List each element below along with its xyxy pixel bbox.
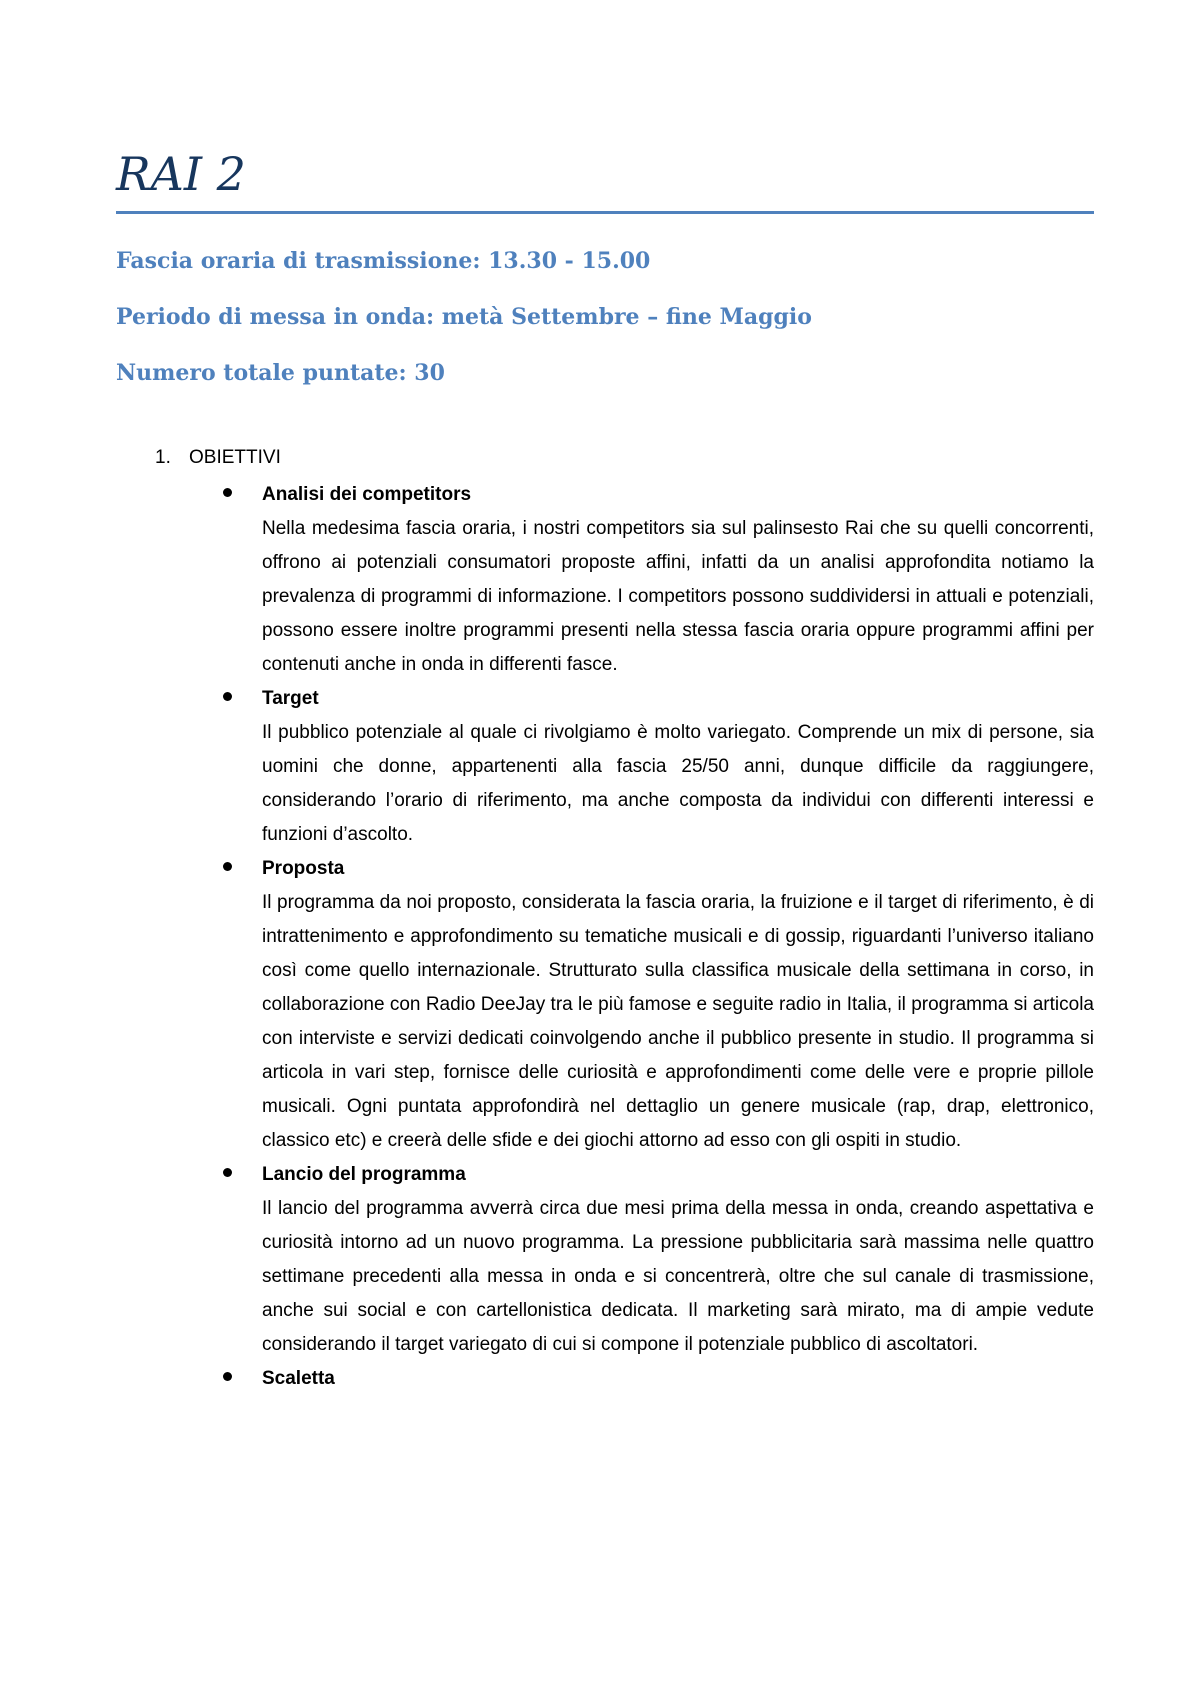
info-broadcast-period: Periodo di messa in onda: metà Settembre – fine Maggio xyxy=(116,304,812,330)
bullet-icon xyxy=(223,692,232,701)
bullet-icon xyxy=(223,488,232,497)
list-item xyxy=(262,1362,1094,1396)
title-underline xyxy=(116,211,1094,214)
document-title: RAI 2 xyxy=(116,147,246,201)
bullet-text: Il programma da noi proposto, considerata la fascia oraria, la fruizione e il target di riferimento, è di intrattenimento e approfondimento su tematiche musicali e di gossip, riguardanti l’universo italiano così come quello internazionale. Strutturato sulla classifica musicale della settimana in corso, in collaborazione con Radio DeeJay tra le più famose e seguite radio in Italia, il programma si articola con interviste e servizi dedicati coinvolgendo anche il pubblico presente in studio. Il programma si articola in vari step, fornisce delle curiosità e approfondimenti come delle vere e proprie pillole musicali. Ogni puntata approfondirà nel dettaglio un genere musicale (rap, drap, elettronico, classico etc) e creerà delle sfide e dei giochi attorno ad esso con gli ospiti in studio. xyxy=(262,892,1094,1151)
bullet-text: Il lancio del programma avverrà circa due mesi prima della messa in onda, creando aspettativa e curiosità intorno ad un nuovo programma. La pressione pubblicitaria sarà massima nelle quattro settimane precedenti alla messa in onda e si concentrerà, oltre che sul canale di trasmissione, anche sui social e con cartellonistica dedicata. Il marketing sarà mirato, ma di ampie vedute considerando il target variegato di cui si compone il potenziale pubblico di ascoltatori. xyxy=(262,1198,1094,1355)
bullet-icon xyxy=(223,862,232,871)
list-item xyxy=(262,1158,1094,1362)
bullet-title: Scaletta xyxy=(262,1368,335,1389)
section-heading xyxy=(155,444,281,472)
section-title: OBIETTIVI xyxy=(189,447,281,468)
section-number: 1. xyxy=(155,447,171,468)
bullet-title: Lancio del programma xyxy=(262,1164,466,1185)
list-item xyxy=(262,852,1094,1158)
bullet-icon xyxy=(223,1372,232,1381)
list-item xyxy=(262,478,1094,682)
info-time-slot: Fascia oraria di trasmissione: 13.30 - 15.00 xyxy=(116,248,651,274)
bullet-title: Target xyxy=(262,688,319,709)
bullet-icon xyxy=(223,1168,232,1177)
bullet-text: Nella medesima fascia oraria, i nostri competitors sia sul palinsesto Rai che su quelli concorrenti, offrono ai potenziali consumatori proposte affini, infatti da un analisi approfondita notiamo la prevalenza di programmi di informazione. I competitors possono suddividersi in attuali e potenziali, possono essere inoltre programmi presenti nella stessa fascia oraria oppure programmi affini per contenuti anche in onda in differenti fasce. xyxy=(262,518,1094,675)
objectives-list xyxy=(262,478,1094,1396)
bullet-title: Analisi dei competitors xyxy=(262,484,472,505)
info-total-episodes: Numero totale puntate: 30 xyxy=(116,360,445,386)
bullet-text: Il pubblico potenziale al quale ci rivolgiamo è molto variegato. Comprende un mix di persone, sia uomini che donne, appartenenti alla fascia 25/50 anni, dunque difficile da raggiungere, considerando l’orario di riferimento, ma anche composta da individui con differenti interessi e funzioni d’ascolto. xyxy=(262,722,1094,845)
bullet-title: Proposta xyxy=(262,858,345,879)
list-item xyxy=(262,682,1094,852)
